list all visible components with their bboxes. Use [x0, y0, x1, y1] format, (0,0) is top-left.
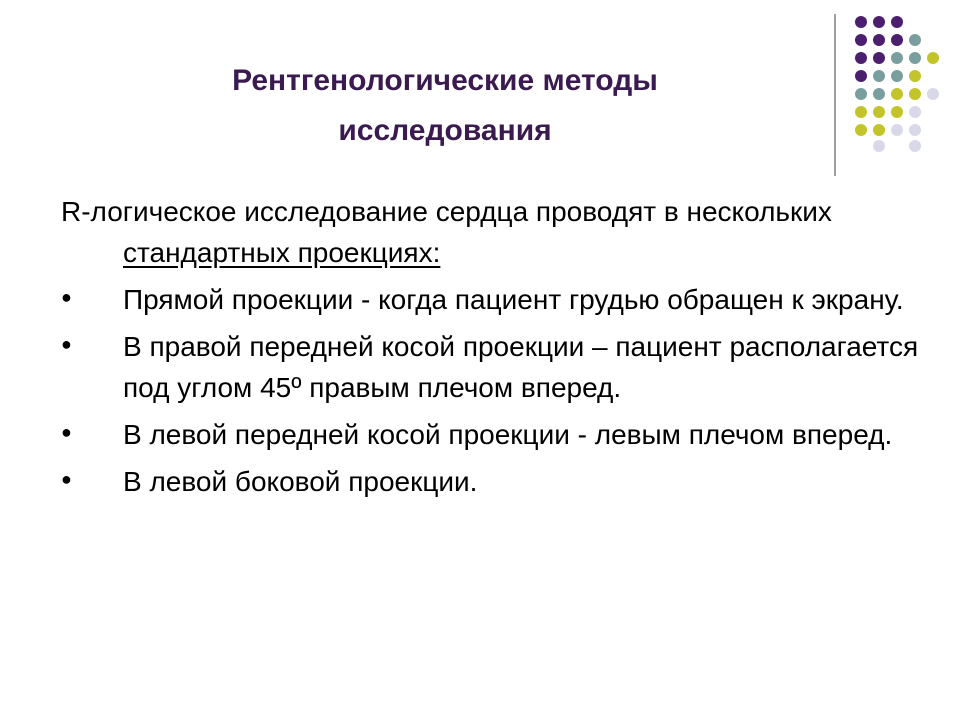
decorative-dot: [891, 124, 903, 136]
decorative-dot: [873, 16, 885, 28]
decorative-dot: [891, 88, 903, 100]
decorative-dot: [891, 52, 903, 64]
decorative-dot-grid: [0, 0, 960, 180]
decorative-dot: [891, 16, 903, 28]
decorative-dot: [909, 52, 921, 64]
decorative-dot: [855, 16, 867, 28]
decorative-dot: [855, 88, 867, 100]
bullet-item: [61, 279, 921, 320]
decorative-dot: [891, 106, 903, 118]
decorative-dot: [855, 106, 867, 118]
title-line-1: Рентгенологические методы: [232, 64, 658, 97]
bullet-text: Прямой проекции - когда пациент грудью обращен к экрану.: [123, 284, 904, 315]
intro-text: R-логическое исследование сердца проводят в нескольких: [61, 196, 832, 227]
decorative-dot: [873, 106, 885, 118]
bullet-text: В правой передней косой проекции – пациент располагается под углом 45º правым плечом вперед.: [123, 331, 919, 403]
decorative-dot: [873, 70, 885, 82]
intro-paragraph: [61, 191, 921, 273]
decorative-dot: [891, 34, 903, 46]
decorative-dot: [909, 106, 921, 118]
bullet-marker: ●: [61, 422, 72, 442]
bullet-item: [61, 461, 921, 502]
decorative-dot: [873, 140, 885, 152]
decorative-dot: [855, 34, 867, 46]
decorative-dot: [909, 34, 921, 46]
decorative-dot: [909, 70, 921, 82]
bullet-marker: ●: [61, 469, 72, 489]
bullet-text: В левой боковой проекции.: [123, 466, 478, 497]
decorative-dot: [855, 70, 867, 82]
decorative-dot: [927, 88, 939, 100]
decorative-dot: [855, 124, 867, 136]
slide-body: [61, 191, 921, 508]
decorative-dot: [873, 88, 885, 100]
title-line-2: исследования: [338, 114, 552, 147]
intro-underlined-text: стандартных проекциях:: [123, 237, 441, 268]
bullet-item: [61, 414, 921, 455]
decorative-dot: [909, 124, 921, 136]
bullet-marker: ●: [61, 334, 72, 354]
bullet-text: В левой передней косой проекции - левым плечом вперед.: [123, 419, 893, 450]
decorative-dot: [891, 70, 903, 82]
decorative-dot: [909, 140, 921, 152]
decorative-dot: [855, 52, 867, 64]
decorative-dot: [873, 124, 885, 136]
bullet-marker: ●: [61, 287, 72, 307]
decorative-dot: [909, 88, 921, 100]
decorative-dot: [927, 52, 939, 64]
bullet-item: [61, 326, 921, 408]
decorative-dot: [873, 52, 885, 64]
decorative-dot: [873, 34, 885, 46]
